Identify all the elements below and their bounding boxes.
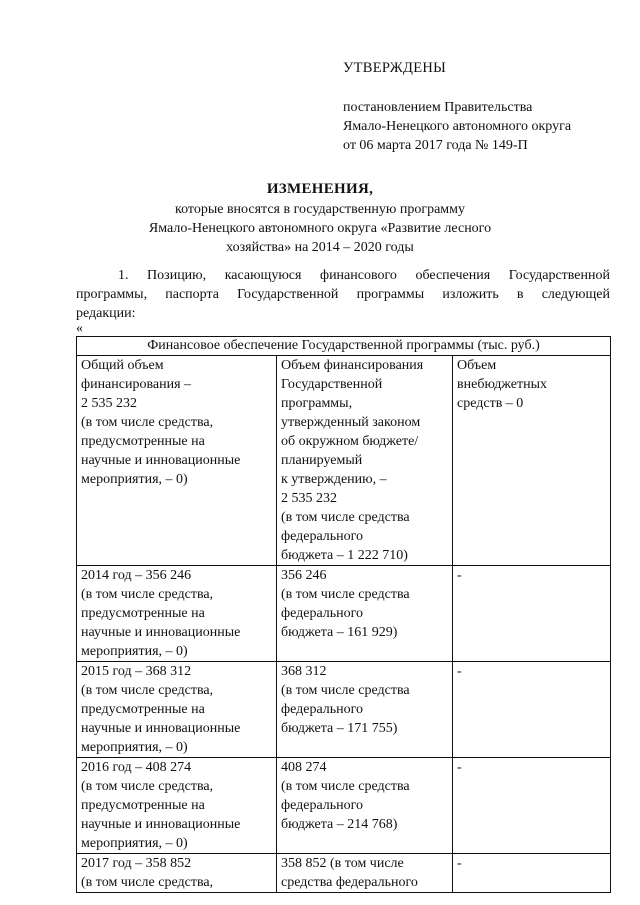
cell-line: 356 246 [281, 568, 327, 583]
cell-line: (в том числе средства [281, 510, 410, 525]
cell-line: (в том числе средства, [81, 779, 214, 794]
cell-line: мероприятия, – 0) [81, 644, 188, 659]
cell-line: бюджета – 161 929) [281, 625, 398, 640]
cell-line: (в том числе средства, [81, 415, 214, 430]
program-funding-cell [277, 854, 453, 893]
cell-line: бюджета – 214 768) [281, 817, 398, 832]
cell-line: программы, [281, 396, 353, 411]
extrabudgetary-cell [453, 356, 611, 566]
approval-line: постановлением Правительства [343, 100, 533, 115]
financing-table [76, 336, 611, 893]
program-funding-cell [277, 758, 453, 854]
total-funding-cell [77, 356, 277, 566]
subtitle-line: которые вносятся в государственную программу [174, 202, 466, 217]
cell-line: (в том числе средства [281, 683, 410, 698]
cell-line: предусмотренные на [81, 798, 205, 813]
cell-line: федерального [281, 606, 364, 621]
cell-line: 2 535 232 [81, 396, 137, 411]
table-header: Финансовое обеспечение Государственной программы (тыс. руб.) [77, 337, 611, 356]
document-title: ИЗМЕНЕНИЯ, [266, 181, 374, 197]
cell-line: - [457, 760, 462, 775]
cell-line: бюджета – 171 755) [281, 721, 398, 736]
cell-line: мероприятия, – 0) [81, 472, 188, 487]
cell-line: к утверждению, – [281, 472, 387, 487]
extrabudgetary-cell [453, 854, 611, 893]
cell-line: федерального [281, 702, 364, 717]
table-row [77, 662, 611, 758]
approval-stamp-title: УТВЕРЖДЕНЫ [343, 60, 447, 76]
extrabudgetary-cell [453, 662, 611, 758]
table-row [77, 566, 611, 662]
cell-line: 2014 год – 356 246 [81, 568, 192, 583]
cell-line: научные и инновационные [81, 817, 241, 832]
cell-line: - [457, 856, 462, 871]
cell-line: предусмотренные на [81, 702, 205, 717]
cell-line: научные и инновационные [81, 625, 241, 640]
cell-line: (в том числе средства, [81, 587, 214, 602]
approval-line: от 06 марта 2017 года № 149-П [343, 138, 528, 153]
program-funding-cell [277, 356, 453, 566]
paragraph-line: программы, паспорта Государственной программы изложить в следующей [76, 287, 610, 302]
cell-line: предусмотренные на [81, 606, 205, 621]
subtitle-line: хозяйства» на 2014 – 2020 годы [226, 240, 414, 255]
cell-line: внебюджетных [457, 377, 548, 392]
program-funding-cell [277, 566, 453, 662]
cell-line: научные и инновационные [81, 721, 241, 736]
cell-line: - [457, 568, 462, 583]
cell-line: финансирования – [81, 377, 192, 392]
cell-line: Общий объем [81, 358, 164, 373]
cell-line: 2015 год – 368 312 [81, 664, 192, 679]
total-funding-cell [77, 854, 277, 893]
extrabudgetary-cell [453, 566, 611, 662]
cell-line: - [457, 664, 462, 679]
cell-line: Государственной [281, 377, 383, 392]
cell-line: (в том числе средства [281, 779, 410, 794]
cell-line: научные и инновационные [81, 453, 241, 468]
table-row [77, 854, 611, 893]
paragraph-line: редакции: [76, 306, 136, 321]
opening-quote-mark: « [76, 321, 83, 336]
table-header-row [77, 337, 611, 356]
cell-line: федерального [281, 798, 364, 813]
cell-line: 408 274 [281, 760, 327, 775]
cell-line: об окружном бюджете/ [281, 434, 419, 449]
subtitle-line: Ямало-Ненецкого автономного округа «Развитие лесного [148, 221, 492, 236]
total-funding-cell [77, 758, 277, 854]
cell-line: федерального [281, 529, 364, 544]
program-funding-cell [277, 662, 453, 758]
total-funding-cell [77, 566, 277, 662]
cell-line: планируемый [281, 453, 363, 468]
cell-line: 358 852 (в том числе [281, 856, 404, 871]
paragraph-line: 1. Позицию, касающуюся финансового обеспечения Государственной [118, 268, 610, 283]
cell-line: (в том числе средства [281, 587, 410, 602]
cell-line: Объем [457, 358, 497, 373]
approval-line: Ямало-Ненецкого автономного округа [343, 119, 572, 134]
approval-details [343, 98, 571, 155]
cell-line: мероприятия, – 0) [81, 836, 188, 851]
document-subtitle [0, 200, 640, 257]
cell-line: средств – 0 [457, 396, 524, 411]
cell-line: 2 535 232 [281, 491, 337, 506]
cell-line: 2016 год – 408 274 [81, 760, 192, 775]
cell-line: бюджета – 1 222 710) [281, 548, 408, 563]
cell-line: Объем финансирования [281, 358, 424, 373]
table-row [77, 758, 611, 854]
table-row [77, 356, 611, 566]
total-funding-cell [77, 662, 277, 758]
cell-line: предусмотренные на [81, 434, 205, 449]
cell-line: утвержденный законом [281, 415, 421, 430]
cell-line: 368 312 [281, 664, 327, 679]
body-paragraph [76, 266, 610, 323]
cell-line: мероприятия, – 0) [81, 740, 188, 755]
cell-line: (в том числе средства, [81, 875, 214, 890]
extrabudgetary-cell [453, 758, 611, 854]
cell-line: средства федерального [281, 875, 418, 890]
cell-line: (в том числе средства, [81, 683, 214, 698]
cell-line: 2017 год – 358 852 [81, 856, 192, 871]
